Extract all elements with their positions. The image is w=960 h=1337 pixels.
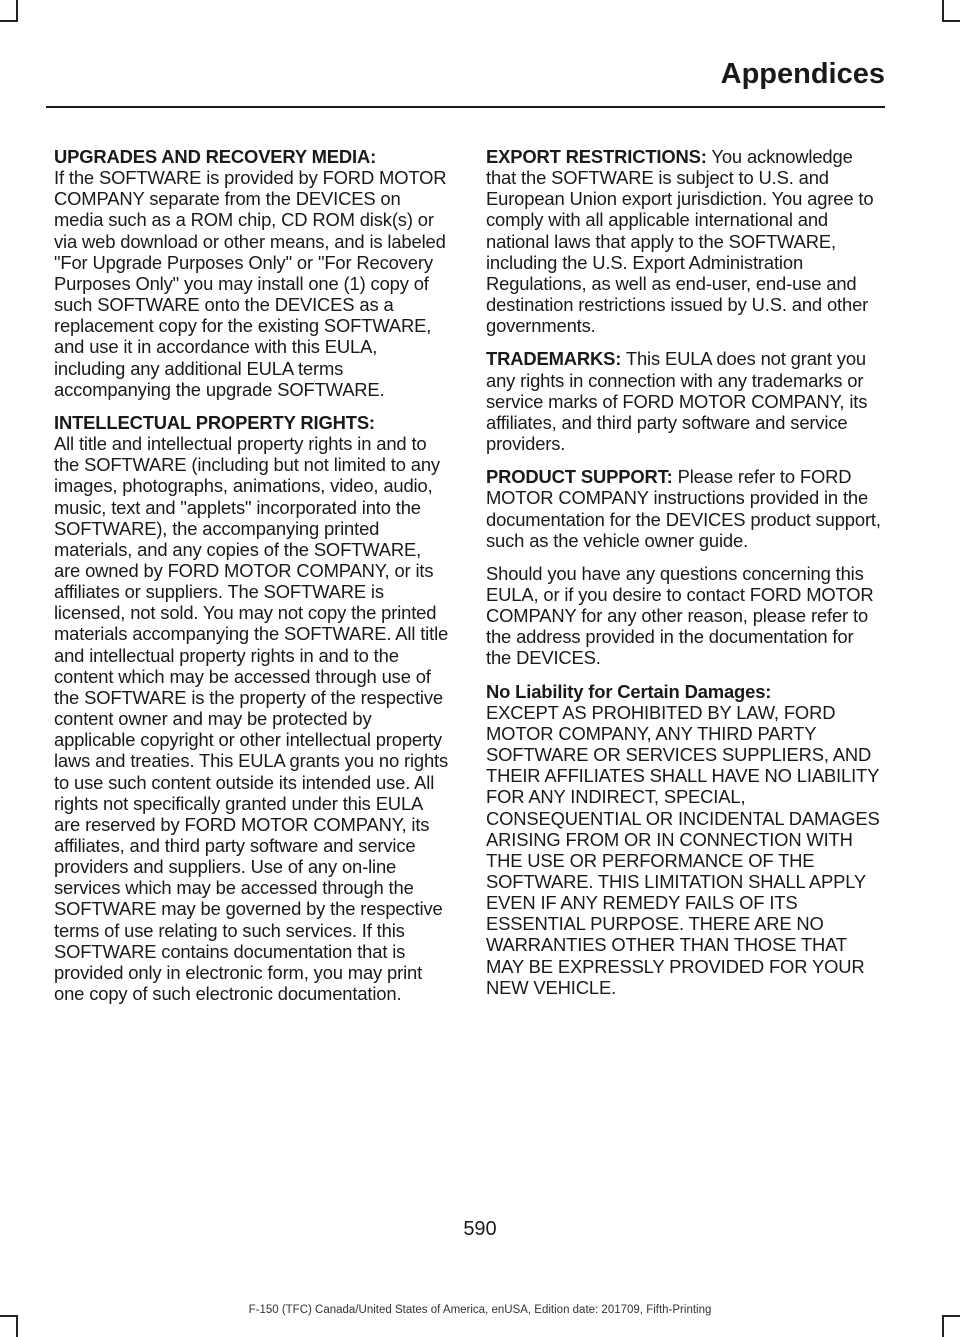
crop-mark-top-right-vertical bbox=[942, 0, 944, 22]
questions-body: Should you have any questions concerning this EULA, or if you desire to contact FORD MOTOR COMPANY for any other reason, please refer to the address provided in the documentation for the DEVICES. bbox=[486, 562, 874, 669]
liability-section bbox=[486, 681, 881, 998]
export-heading: EXPORT RESTRICTIONS: bbox=[486, 146, 707, 167]
crop-mark-top-left-horizontal bbox=[0, 20, 18, 22]
trademarks-heading: TRADEMARKS: bbox=[486, 348, 622, 370]
ip-section bbox=[54, 412, 449, 1004]
left-column bbox=[54, 146, 449, 1016]
crop-mark-top-left-vertical bbox=[16, 0, 18, 22]
support-body: Please refer to FORD MOTOR COMPANY instructions provided in the documentation for the DEVICES product support, such as the vehicle owner guide. bbox=[486, 466, 881, 551]
crop-mark-bottom-right-vertical bbox=[942, 1315, 944, 1337]
upgrades-section bbox=[54, 146, 449, 400]
upgrades-heading: UPGRADES AND RECOVERY MEDIA: bbox=[54, 146, 377, 167]
support-section bbox=[486, 466, 881, 551]
page-title: Appendices bbox=[720, 58, 885, 90]
header-rule bbox=[46, 106, 885, 108]
liability-heading: No Liability for Certain Damages: bbox=[486, 680, 772, 702]
export-section bbox=[486, 146, 881, 336]
crop-mark-top-right-horizontal bbox=[942, 20, 960, 22]
questions-section bbox=[486, 563, 881, 669]
ip-heading: INTELLECTUAL PROPERTY RIGHTS: bbox=[54, 411, 375, 433]
page-number: 590 bbox=[463, 1218, 497, 1240]
export-body: You acknowledge that the SOFTWARE is subject to U.S. and European Union export jurisdiction. You agree to comply with all applicable international and national laws that apply to the SOFTWARE, including the U.S. Export Administration Regulations, as well as end-user, end-use and destination restrictions issued by U.S. and other governments. bbox=[486, 146, 874, 337]
liability-body: EXCEPT AS PROHIBITED BY LAW, FORD MOTOR COMPANY, ANY THIRD PARTY SOFTWARE OR SERVICES SUPPLIERS, AND THEIR AFFILIATES SHALL HAVE NO LIABILITY FOR ANY INDIRECT, SPECIAL, CONSEQUENTIAL OR INCIDENTAL DAMAGES ARISING FROM OR IN CONNECTION WITH THE USE OR PERFORMANCE OF THE SOFTWARE. THIS LIMITATION SHALL APPLY EVEN IF ANY REMEDY FAILS OF ITS ESSENTIAL PURPOSE. THERE ARE NO WARRANTIES OTHER THAN THOSE THAT MAY BE EXPRESSLY PROVIDED FOR YOUR NEW VEHICLE. bbox=[486, 701, 880, 998]
right-column bbox=[486, 146, 881, 1010]
upgrades-body: If the SOFTWARE is provided by FORD MOTOR COMPANY separate from the DEVICES on media such as a ROM chip, CD ROM disk(s) or via web download or other means, and is labeled "For Upgrade Purposes Only" or "For Recovery Purposes Only" you may install one (1) copy of such SOFTWARE onto the DEVICES as a replacement copy for the existing SOFTWARE, and use it in accordance with this EULA, including any additional EULA terms accompanying the upgrade SOFTWARE. bbox=[54, 167, 447, 400]
trademarks-body: This EULA does not grant you any rights in connection with any trademarks or service marks of FORD MOTOR COMPANY, its affiliates, and third party software and service providers. bbox=[486, 348, 868, 455]
ip-body: All title and intellectual property rights in and to the SOFTWARE (including but not limited to any images, photographs, animations, video, audio, music, text and "applets" incorporated into the SOFTWARE), the accompanying printed materials, and any copies of the SOFTWARE, are owned by FORD MOTOR COMPANY, or its affiliates or suppliers. The SOFTWARE is licensed, not sold. You may not copy the printed materials accompanying the SOFTWARE. All title and intellectual property rights in and to the content which may be accessed through use of the SOFTWARE is the property of the respective content owner and may be protected by applicable copyright or other intellectual property laws and treaties. This EULA grants you no rights to use such content outside its intended use. All rights not specifically granted under this EULA are reserved by FORD MOTOR COMPANY, its affiliates, and third party software and service providers and suppliers. Use of any on-line services which may be accessed through the SOFTWARE may be governed by the respective terms of use relating to such services. If this SOFTWARE contains documentation that is provided only in electronic form, you may print one copy of such electronic documentation. bbox=[54, 433, 449, 1005]
edition-footer: F-150 (TFC) Canada/United States of America, enUSA, Edition date: 201709, Fifth-Printing bbox=[248, 1304, 712, 1316]
crop-mark-bottom-left-vertical bbox=[16, 1315, 18, 1337]
trademarks-section bbox=[486, 348, 881, 454]
support-heading: PRODUCT SUPPORT: bbox=[486, 466, 673, 488]
